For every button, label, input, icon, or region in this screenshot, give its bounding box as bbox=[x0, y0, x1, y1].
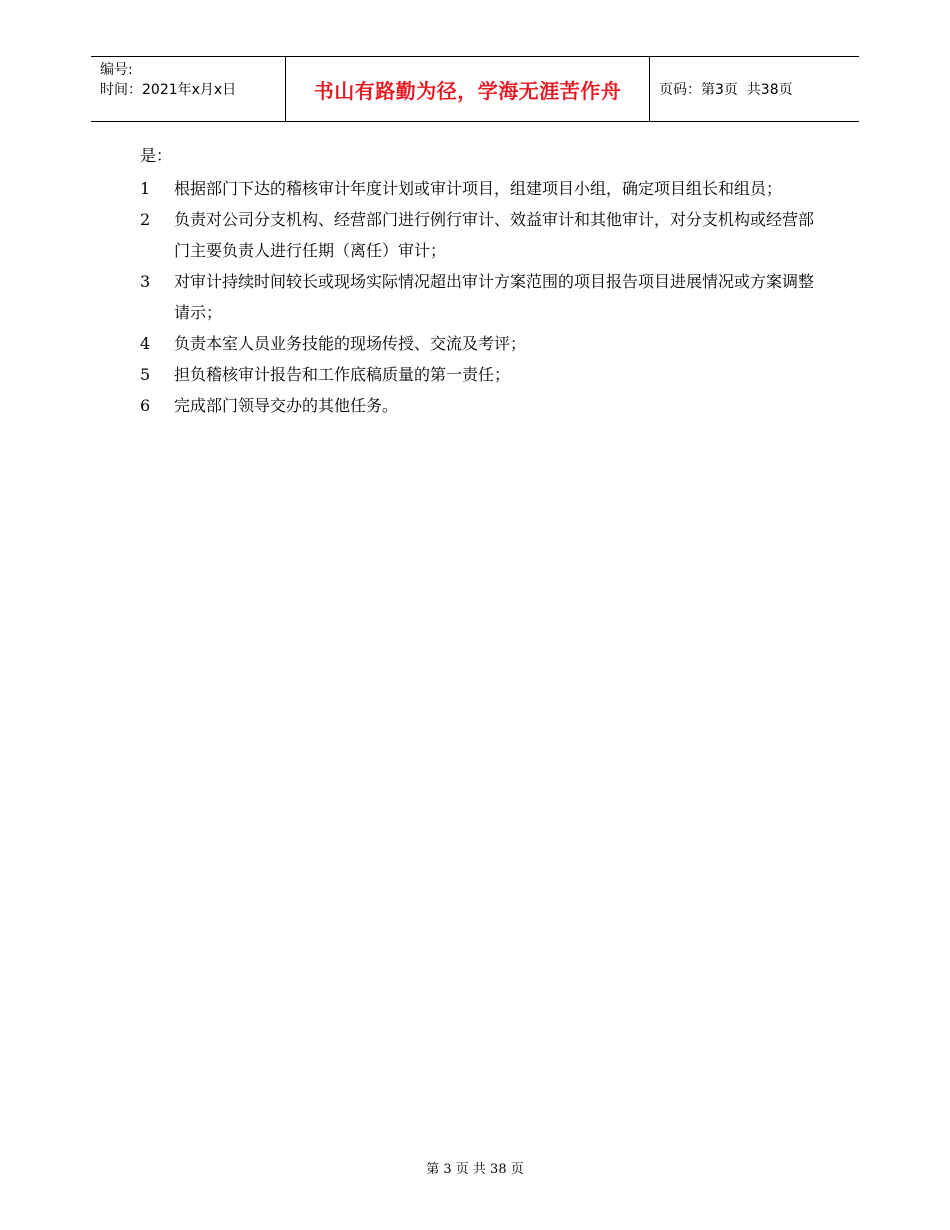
list-item-text: 根据部门下达的稽核审计年度计划或审计项目，组建项目小组，确定项目组长和组员； bbox=[174, 179, 783, 198]
list-item-text: 担负稽核审计报告和工作底稿质量的第一责任； bbox=[174, 365, 511, 384]
list-item-number: 3 bbox=[140, 272, 151, 291]
list-item-text: 对审计持续时间较长或现场实际情况超出审计方案范围的项目报告项目进展情况或方案调整请示； bbox=[174, 272, 815, 322]
list-item-number: 6 bbox=[140, 396, 151, 415]
list-item bbox=[140, 390, 820, 421]
page-footer: 第 3 页 共 38 页 bbox=[426, 1162, 524, 1177]
list-item-number: 2 bbox=[140, 210, 151, 229]
page-header bbox=[91, 56, 859, 122]
list-item-text: 负责对公司分支机构、经营部门进行例行审计、效益审计和其他审计，对分支机构或经营部门主要负责人进行任期（离任）审计； bbox=[174, 210, 815, 260]
header-meta bbox=[91, 57, 286, 121]
header-motto-cell bbox=[286, 57, 650, 121]
list-item-number: 1 bbox=[140, 179, 151, 198]
list-item bbox=[140, 204, 820, 266]
document-number-label: 编号: bbox=[100, 62, 133, 78]
header-page-number: 页码：第3页 共38页 bbox=[659, 82, 793, 98]
list-item-text: 负责本室人员业务技能的现场传授、交流及考评； bbox=[174, 334, 527, 353]
intro-text: 是： bbox=[140, 146, 173, 165]
document-body bbox=[140, 142, 820, 421]
list-item-text: 完成部门领导交办的其他任务。 bbox=[174, 396, 399, 415]
header-page-cell bbox=[650, 57, 859, 121]
list-item bbox=[140, 359, 820, 390]
list-item bbox=[140, 266, 820, 328]
list-item-number: 5 bbox=[140, 365, 151, 384]
list-item bbox=[140, 328, 820, 359]
list-item-number: 4 bbox=[140, 334, 151, 353]
header-motto: 书山有路勤为径，学海无涯苦作舟 bbox=[313, 78, 622, 103]
document-date: 时间：2021年x月x日 bbox=[100, 82, 237, 98]
list-item bbox=[140, 173, 820, 204]
